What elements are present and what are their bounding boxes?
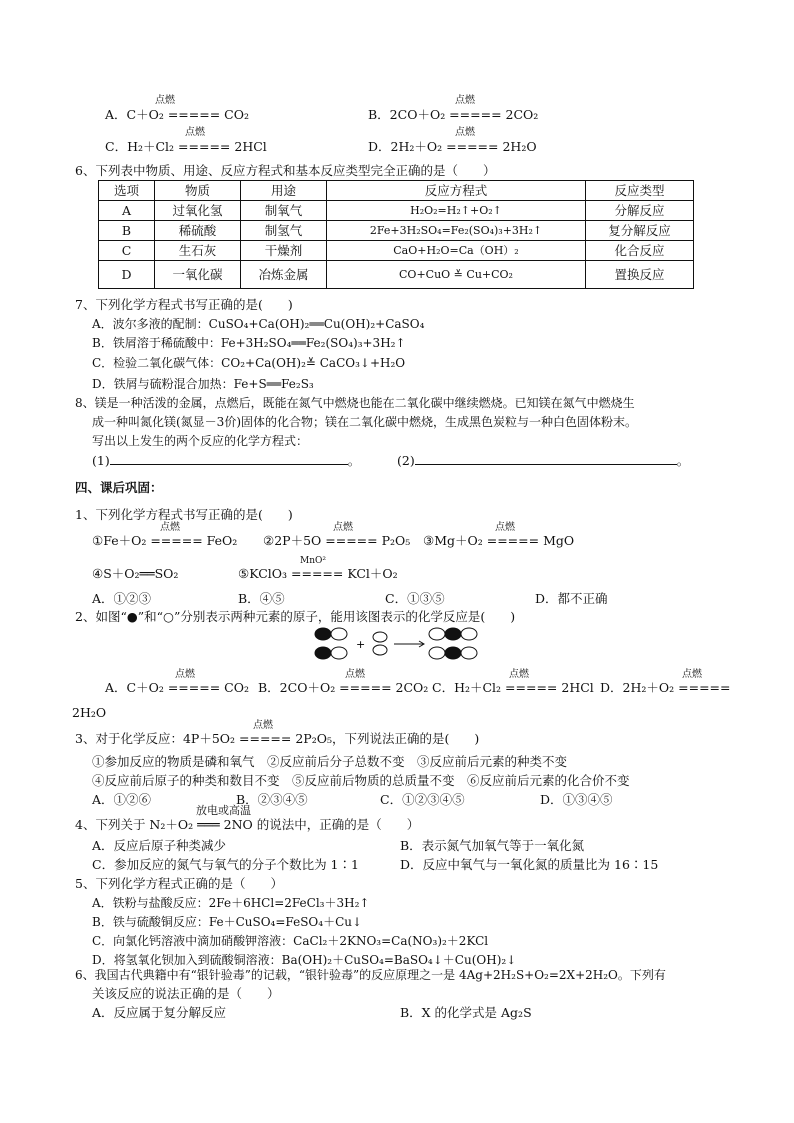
p6-line-1: 6、我国古代典籍中有“银针验毒”的记载，“银针验毒”的反应原理之一是 4Ag+2H₂S+O₂=2X+2H₂O。下列有 (75, 968, 666, 982)
q5-option-d: D．2H₂＋O₂ ===== 2H₂O (368, 139, 537, 154)
p2-cond-b: 点燃 (345, 669, 365, 680)
white-atom (461, 647, 477, 659)
table-header: 选项 (99, 181, 155, 201)
p1-item-2: ②2P＋5O ===== P₂O₅ (263, 533, 411, 548)
q5-cond-d: 点燃 (455, 127, 475, 138)
white-atom (331, 647, 347, 659)
p4-option-d: D．反应中氧气与一氧化氮的质量比为 16∶15 (400, 857, 659, 872)
table-header-row (99, 181, 694, 201)
table-cell: CO+CuO ≚ Cu+CO₂ (327, 261, 586, 289)
p1-item-3: ③Mg＋O₂ ===== MgO (423, 533, 575, 548)
p1-option-c: C．①③⑤ (385, 591, 445, 606)
p2-tail: 2H₂O (72, 705, 107, 720)
q8-line-2: 成一种叫氮化镁(氮显－3价)固体的化合物；镁在二氧化碳中燃烧，生成黑色炭粒与一种白色固体粉末。 (92, 415, 638, 429)
p2-option-b: B．2CO＋O₂ ===== 2CO₂ (258, 680, 429, 695)
table-cell: D (99, 261, 155, 289)
q8-blank-2-end: 。 (676, 453, 690, 468)
p2-option-c: C．H₂＋Cl₂ ===== 2HCl (432, 680, 594, 695)
table-cell: CaO+H₂O=Ca（OH）₂ (327, 241, 586, 261)
q8-blank-1-label: (1) (92, 453, 110, 468)
table-cell: 2Fe+3H₂SO₄=Fe₂(SO₄)₃+3H₂↑ (327, 221, 586, 241)
q8-blank-2-label: (2) (397, 453, 415, 468)
table-cell: 过氧化氢 (155, 201, 241, 221)
p1-option-b: B．④⑤ (238, 591, 285, 606)
p5-stem: 5、下列化学方程式正确的是（ ） (75, 876, 283, 891)
molecule-diagram (312, 624, 482, 664)
table-cell: C (99, 241, 155, 261)
table-cell: 化合反应 (586, 241, 694, 261)
p4-stem: 4、下列关于 N₂＋O₂ ═══ 2NO 的说法中，正确的是（ ） (75, 817, 420, 832)
p5-option-c: C．向氯化钙溶液中滴加硝酸钾溶液：CaCl₂＋2KNO₃=Ca(NO₃)₂＋2KCl (92, 934, 489, 948)
p6-line-2: 关该反应的说法正确的是（ ） (92, 986, 280, 1001)
p2-cond-d: 点燃 (682, 669, 702, 680)
black-atom (315, 628, 331, 640)
p2-cond-c: 点燃 (509, 669, 529, 680)
q5-cond-b: 点燃 (455, 95, 475, 106)
q7-option-c: C．检验二氧化碳气体：CO₂+Ca(OH)₂≚ CaCO₃↓+H₂O (92, 356, 406, 370)
table-cell: 干燥剂 (241, 241, 327, 261)
q7-option-b: B．铁屑溶于稀硫酸中：Fe+3H₂SO₄══Fe₂(SO₄)₃+3H₂↑ (92, 336, 406, 350)
white-atom (331, 628, 347, 640)
q7-option-d: D．铁屑与硫粉混合加热：Fe+S══Fe₂S₃ (92, 377, 314, 391)
table-row (99, 241, 694, 261)
p2-stem: 2、如图“●”和“○”分别表示两种元素的原子，能用该图表示的化学反应是( ) (75, 609, 516, 624)
q6-table (98, 180, 694, 289)
p4-cond: 放电或高温 (196, 804, 251, 817)
p4-option-c: C．参加反应的氮气与氧气的分子个数比为 1∶1 (92, 857, 359, 872)
p2-option-d: D．2H₂＋O₂ ===== (600, 680, 731, 695)
q8-blank-1-end: 。 (347, 453, 361, 468)
p3-cond: 点燃 (253, 720, 273, 731)
table-cell: 分解反应 (586, 201, 694, 221)
p1-item-4: ④S＋O₂══SO₂ (92, 566, 179, 581)
p5-option-a: A．铁粉与盐酸反应：2Fe＋6HCl=2FeCl₃＋3H₂↑ (92, 896, 370, 910)
white-atom (461, 628, 477, 640)
p1-cond-1: 点燃 (160, 522, 180, 533)
table-header: 反应类型 (586, 181, 694, 201)
p3-line-1: ①参加反应的物质是磷和氧气 ②反应前后分子总数不变 ③反应前后元素的种类不变 (92, 754, 568, 769)
white-atom (373, 632, 387, 642)
plus-sign: + (356, 638, 366, 651)
p3-option-d: D．①③④⑤ (540, 792, 613, 807)
p1-option-a: A．①②③ (92, 591, 152, 606)
black-atom (445, 628, 461, 640)
q5-option-b: B．2CO＋O₂ ===== 2CO₂ (368, 107, 539, 122)
q8-line-1: 8、镁是一种活泼的金属，点燃后，既能在氮气中燃烧也能在二氧化碳中继续燃烧。已知镁在氮气中燃烧生 (75, 396, 635, 410)
q5-cond-c: 点燃 (185, 127, 205, 138)
p1-stem: 1、下列化学方程式书写正确的是( ) (75, 507, 293, 522)
p3-option-c: C．①②③④⑤ (380, 792, 465, 807)
table-cell: 制氧气 (241, 201, 327, 221)
p5-option-b: B．铁与硫酸铜反应：Fe＋CuSO₄=FeSO₄＋Cu↓ (92, 915, 363, 929)
table-cell: 复分解反应 (586, 221, 694, 241)
white-atom (429, 647, 445, 659)
p3-option-a: A．①②⑥ (92, 792, 152, 807)
table-cell: 置换反应 (586, 261, 694, 289)
p5-option-d: D．将氢氧化钡加入到硫酸铜溶液：Ba(OH)₂＋CuSO₄=BaSO₄↓＋Cu(OH)₂↓ (92, 953, 517, 967)
p1-cond-3: 点燃 (495, 522, 515, 533)
table-header: 用途 (241, 181, 327, 201)
p1-mno2: MnO² (300, 556, 326, 566)
table-cell: 生石灰 (155, 241, 241, 261)
p3-stem: 3、对于化学反应：4P＋5O₂ ===== 2P₂O₅，下列说法正确的是( ) (75, 731, 480, 746)
p1-cond-2: 点燃 (333, 522, 353, 533)
q5-option-a: A．C＋O₂ ===== CO₂ (105, 107, 249, 122)
p1-item-1: ①Fe＋O₂ ===== FeO₂ (92, 533, 238, 548)
q8-blank-2 (397, 452, 689, 469)
p2-cond-a: 点燃 (175, 669, 195, 680)
table-cell: 制氢气 (241, 221, 327, 241)
p4-option-a: A．反应后原子种类减少 (92, 838, 227, 853)
table-header: 物质 (155, 181, 241, 201)
table-cell: 冶炼金属 (241, 261, 327, 289)
table-row (99, 201, 694, 221)
p3-option-b: B．②③④⑤ (236, 792, 308, 807)
table-cell: 稀硫酸 (155, 221, 241, 241)
table-cell: A (99, 201, 155, 221)
black-atom (445, 647, 461, 659)
table-cell: 一氧化碳 (155, 261, 241, 289)
p6-option-b: B．X 的化学式是 Ag₂S (400, 1005, 532, 1020)
black-atom (315, 647, 331, 659)
p2-option-a: A．C＋O₂ ===== CO₂ (105, 680, 249, 695)
answer-line (110, 452, 348, 465)
q6-stem: 6、下列表中物质、用途、反应方程式和基本反应类型完全正确的是（ ） (75, 163, 496, 178)
p3-line-2: ④反应前后原子的种类和数目不变 ⑤反应前后物质的总质量不变 ⑥反应前后元素的化合价不变 (92, 773, 630, 788)
p1-item-5: ⑤KClO₃ ===== KCl＋O₂ (238, 566, 398, 581)
table-cell: B (99, 221, 155, 241)
table-row (99, 221, 694, 241)
p6-option-a: A．反应属于复分解反应 (92, 1005, 227, 1020)
q7-option-a: A．波尔多液的配制：CuSO₄+Ca(OH)₂══Cu(OH)₂+CaSO₄ (92, 317, 425, 331)
section-heading: 四、课后巩固： (75, 480, 163, 495)
p1-option-d: D．都不正确 (535, 591, 608, 606)
table-header: 反应方程式 (327, 181, 586, 201)
answer-line (415, 452, 677, 465)
white-atom (373, 645, 387, 655)
q8-blank-1 (92, 452, 360, 469)
table-row (99, 261, 694, 289)
q7-stem: 7、下列化学方程式书写正确的是( ) (75, 297, 293, 312)
q5-option-c: C．H₂＋Cl₂ ===== 2HCl (105, 139, 267, 154)
table-cell: H₂O₂=H₂↑+O₂↑ (327, 201, 586, 221)
q8-line-3: 写出以上发生的两个反应的化学方程式： (92, 434, 309, 448)
p4-option-b: B．表示氮气加氧气等于一氧化氮 (400, 838, 585, 853)
q5-cond-a: 点燃 (155, 95, 175, 106)
white-atom (429, 628, 445, 640)
